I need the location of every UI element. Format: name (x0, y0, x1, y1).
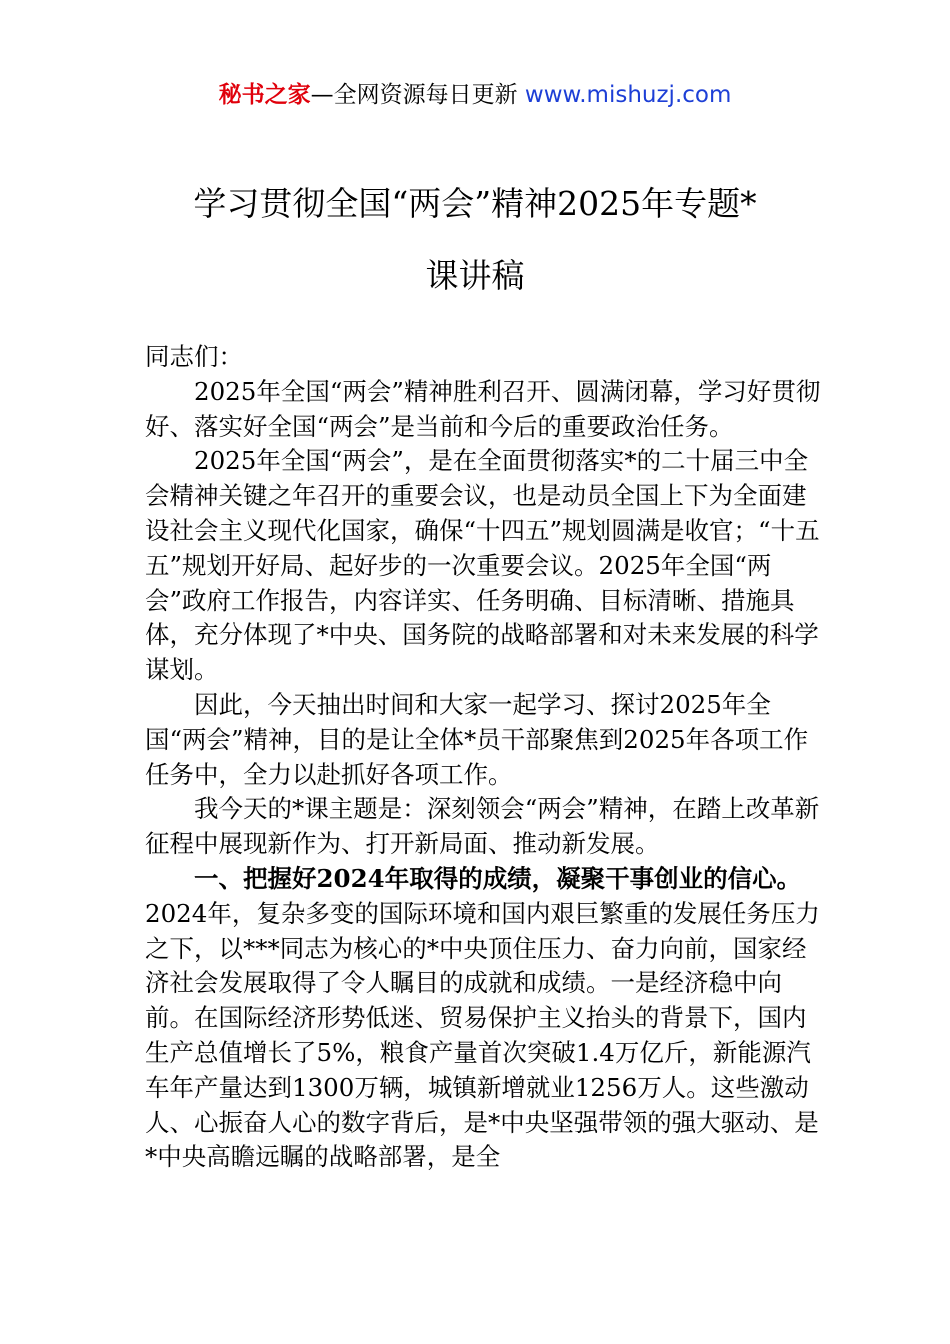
site-header (0, 78, 950, 112)
salutation: 同志们： (145, 342, 243, 371)
section-heading-1: 一、把握好2024年取得的成绩，凝聚干事创业的信心。 (194, 863, 802, 893)
header-tagline: —全网资源每日更新 (310, 82, 518, 108)
document-body (145, 340, 825, 1175)
paragraph-5 (145, 862, 825, 1175)
document-title-line-2: 课讲稿 (425, 256, 525, 295)
paragraph-5-text: 2024年，复杂多变的国际环境和国内艰巨繁重的发展任务压力之下，以***同志为核心的*中央顶住压力、奋力向前，国家经济社会发展取得了令人瞩目的成就和成绩。一是经济稳中向前。在国际经济形势低迷、贸易保护主义抬头的背景下，国内生产总值增长了5%，粮食产量首次突破1.4万亿斤，新能源汽车年产量达到1300万辆，城镇新增就业1256万人。这些激动人、心振奋人心的数字背后，是*中央坚强带领的强大驱动、是*中央高瞻远瞩的战略部署，是全 (145, 898, 820, 1172)
paragraph-4: 我今天的*课主题是：深刻领会“两会”精神，在踏上改革新征程中展现新作为、打开新局面、推动新发展。 (145, 794, 820, 859)
brand-name: 秘书之家 (218, 82, 311, 108)
paragraph-2: 2025年全国“两会”，是在全面贯彻落实*的二十届三中全会精神关键之年召开的重要会议，也是动员全国上下为全面建设社会主义现代化国家，确保“十四五”规划圆满是收官；“十五五”规划开好局、起好步的一次重要会议。2025年全国“两会”政府工作报告，内容详实、任务明确、目标清晰、措施具体，充分体现了*中央、国务院的战略部署和对未来发展的科学谋划。 (145, 446, 820, 685)
paragraph-1: 2025年全国“两会”精神胜利召开、圆满闭幕，学习好贯彻好、落实好全国“两会”是当前和今后的重要政治任务。 (145, 376, 821, 441)
document-title-line-1: 学习贯彻全国“两会”精神2025年专题* (193, 184, 757, 223)
paragraph-3: 因此，今天抽出时间和大家一起学习、探讨2025年全国“两会”精神，目的是让全体*员干部聚焦到2025年各项工作任务中，全力以赴抓好各项工作。 (145, 689, 809, 789)
site-url[interactable]: www.mishuzj.com (524, 82, 732, 108)
